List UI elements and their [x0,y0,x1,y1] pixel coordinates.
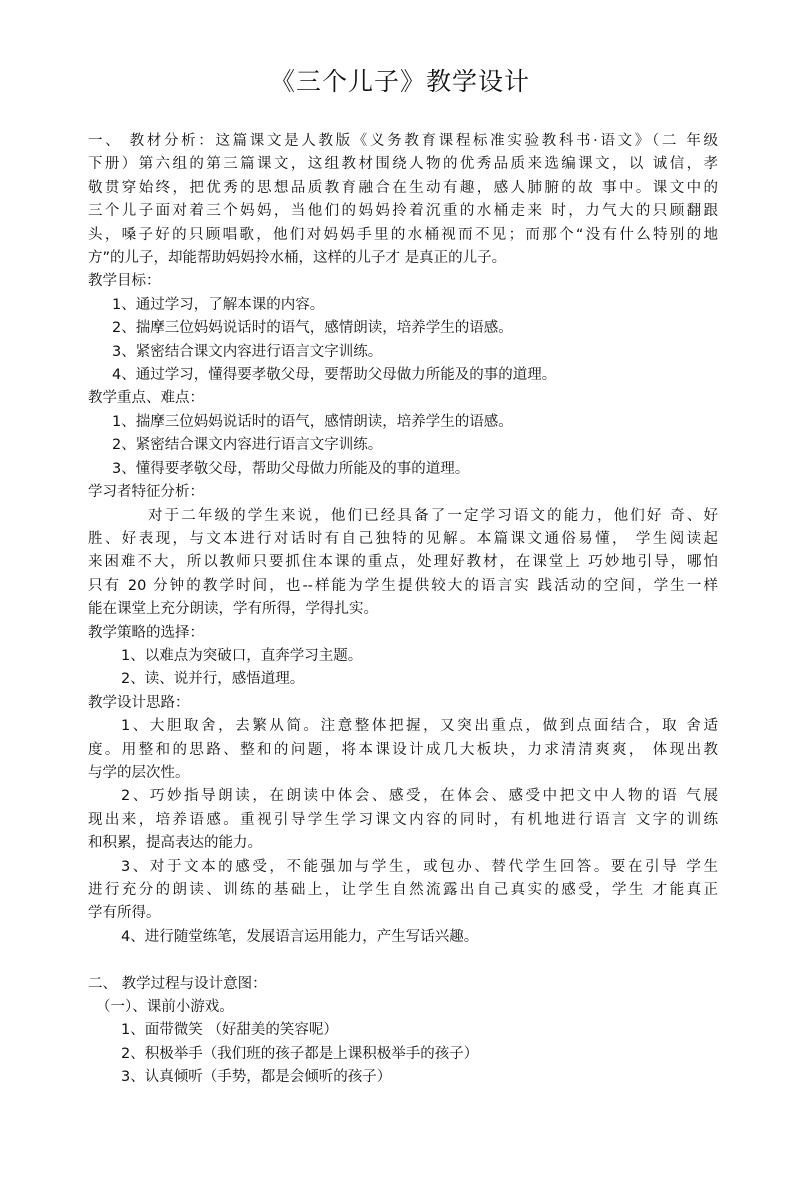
paragraph-line: 2、巧妙指导朗读，在朗读中体会、感受，在体会、感受中把文中人物的语 气展 [121,788,718,805]
game-item: 2、积极举手（我们班的孩子都是上课积极举手的孩子） [121,1045,479,1062]
paragraph-line: 学有所得。 [88,905,161,922]
learner-analysis-paragraph [88,505,718,622]
paragraph-line: 对于二年级的学生来说，他们已经具备了一定学习语文的能力，他们好 奇、好 [148,507,718,524]
paragraph-line: 胜、好表现，与文本进行对话时有自己独特的见解。本篇课文通俗易懂， 学生阅读起 [88,530,718,547]
game-item: 1、面带微笑 （好甜美的笑容呢） [121,1022,338,1039]
paragraph-line: 现出来，培养语感。重视引导学生学习课文内容的同时，有机地进行语言 文字的训练 [88,811,718,828]
teaching-goals-heading: 教学目标： [88,273,161,290]
paragraph-line: 一、 教材分析：这篇课文是人教版《义务教育课程标准实验教科书·语文》（二 年级 [88,133,718,149]
paragraph-line: 三个儿子面对着三个妈妈，当他们的妈妈拎着沉重的水桶走来 时，力气大的只顾翻跟 [88,203,718,220]
document-body [88,130,718,1090]
paragraph-line: 下册）第六组的第三篇课文，这组教材围绕人物的优秀品质来选编课文，以 诚信，孝 [88,156,718,173]
document-title: 《三个儿子》教学设计 [269,67,530,96]
paragraph-line: 度。用整和的思路、整和的问题，将本课设计成几大板块，力求清清爽爽， 体现出教 [88,741,718,758]
goal-item: 1、通过学习，了解本课的内容。 [112,296,325,313]
paragraph-line: 敬贯穿始终，把优秀的思想品质教育融合在生动有趣，感人肺腑的故 事中。课文中的 [88,179,718,196]
design-idea-paragraph-4: 4、进行随堂练笔，发展语言运用能力，产生写话兴趣。 [121,928,479,945]
key-points-heading: 教学重点、难点： [88,390,204,407]
paragraph-line: 3、对于文本的感受，不能强加与学生，或包办、替代学生回答。要在引导 学生 [121,858,718,875]
key-point-item: 1、揣摩三位妈妈说话时的语气，感情朗读，培养学生的语感。 [112,413,513,430]
strategy-item: 2、读、说并行，感悟道理。 [121,671,305,688]
strategy-heading: 教学策略的选择： [88,624,204,641]
goal-item: 2、揣摩三位妈妈说话时的语气，感情朗读，培养学生的语感。 [112,320,513,337]
paragraph-line: 进行充分的朗读、训练的基础上，让学生自然流露出自己真实的感受，学生 才能真正 [88,882,718,898]
goal-item: 3、紧密结合课文内容进行语言文字训练。 [112,343,383,360]
goal-item: 4、通过学习，懂得要孝敬父母，要帮助父母做力所能及的事的道理。 [112,367,557,384]
game-item: 3、认真倾听（手势，都是会倾听的孩子） [121,1069,392,1086]
paragraph-line: 1、大胆取舍，去繁从简。注意整体把握，又突出重点，做到点面结合，取 舍适 [121,718,718,735]
paragraph-line: 来困难不大，所以教师只要抓住本课的重点，处理好教材，在课堂上 巧妙地引导，哪怕 [88,554,718,571]
design-idea-paragraph-1 [88,715,718,785]
design-idea-paragraph-2 [88,785,718,855]
pre-class-game-heading: （一）、课前小游戏。 [96,999,234,1016]
teaching-process-heading: 二、 教学过程与设计意图： [88,975,267,992]
learner-analysis-heading: 学习者特征分析： [88,484,204,501]
paragraph-line: 方”的儿子，却能帮助妈妈拎水桶，这样的儿子才 是真正的儿子。 [88,250,507,267]
paragraph-line: 与学的层次性。 [88,764,190,781]
material-analysis-paragraph [88,130,718,270]
design-idea-heading: 教学设计思路： [88,694,190,711]
blank-line [88,949,718,972]
paragraph-line: 能在课堂上充分朗读，学有所得，学得扎实。 [88,601,378,618]
design-idea-paragraph-3 [88,856,718,926]
paragraph-line: 只有 20 分钟的教学时间，也--样能为学生提供较大的语言实 践活动的空间，学生一样 [88,577,718,594]
key-point-item: 3、懂得要孝敬父母，帮助父母做力所能及的事的道理。 [112,460,470,477]
paragraph-line: 头，嗓子好的只顾唱歌，他们对妈妈手里的水桶视而不见；而那个“没有什么特别的地 [88,226,718,243]
paragraph-line: 和积累，提高表达的能力。 [88,835,262,852]
key-point-item: 2、紧密结合课文内容进行语言文字训练。 [112,437,383,454]
strategy-item: 1、以难点为突破口，直奔学习主题。 [121,647,363,664]
